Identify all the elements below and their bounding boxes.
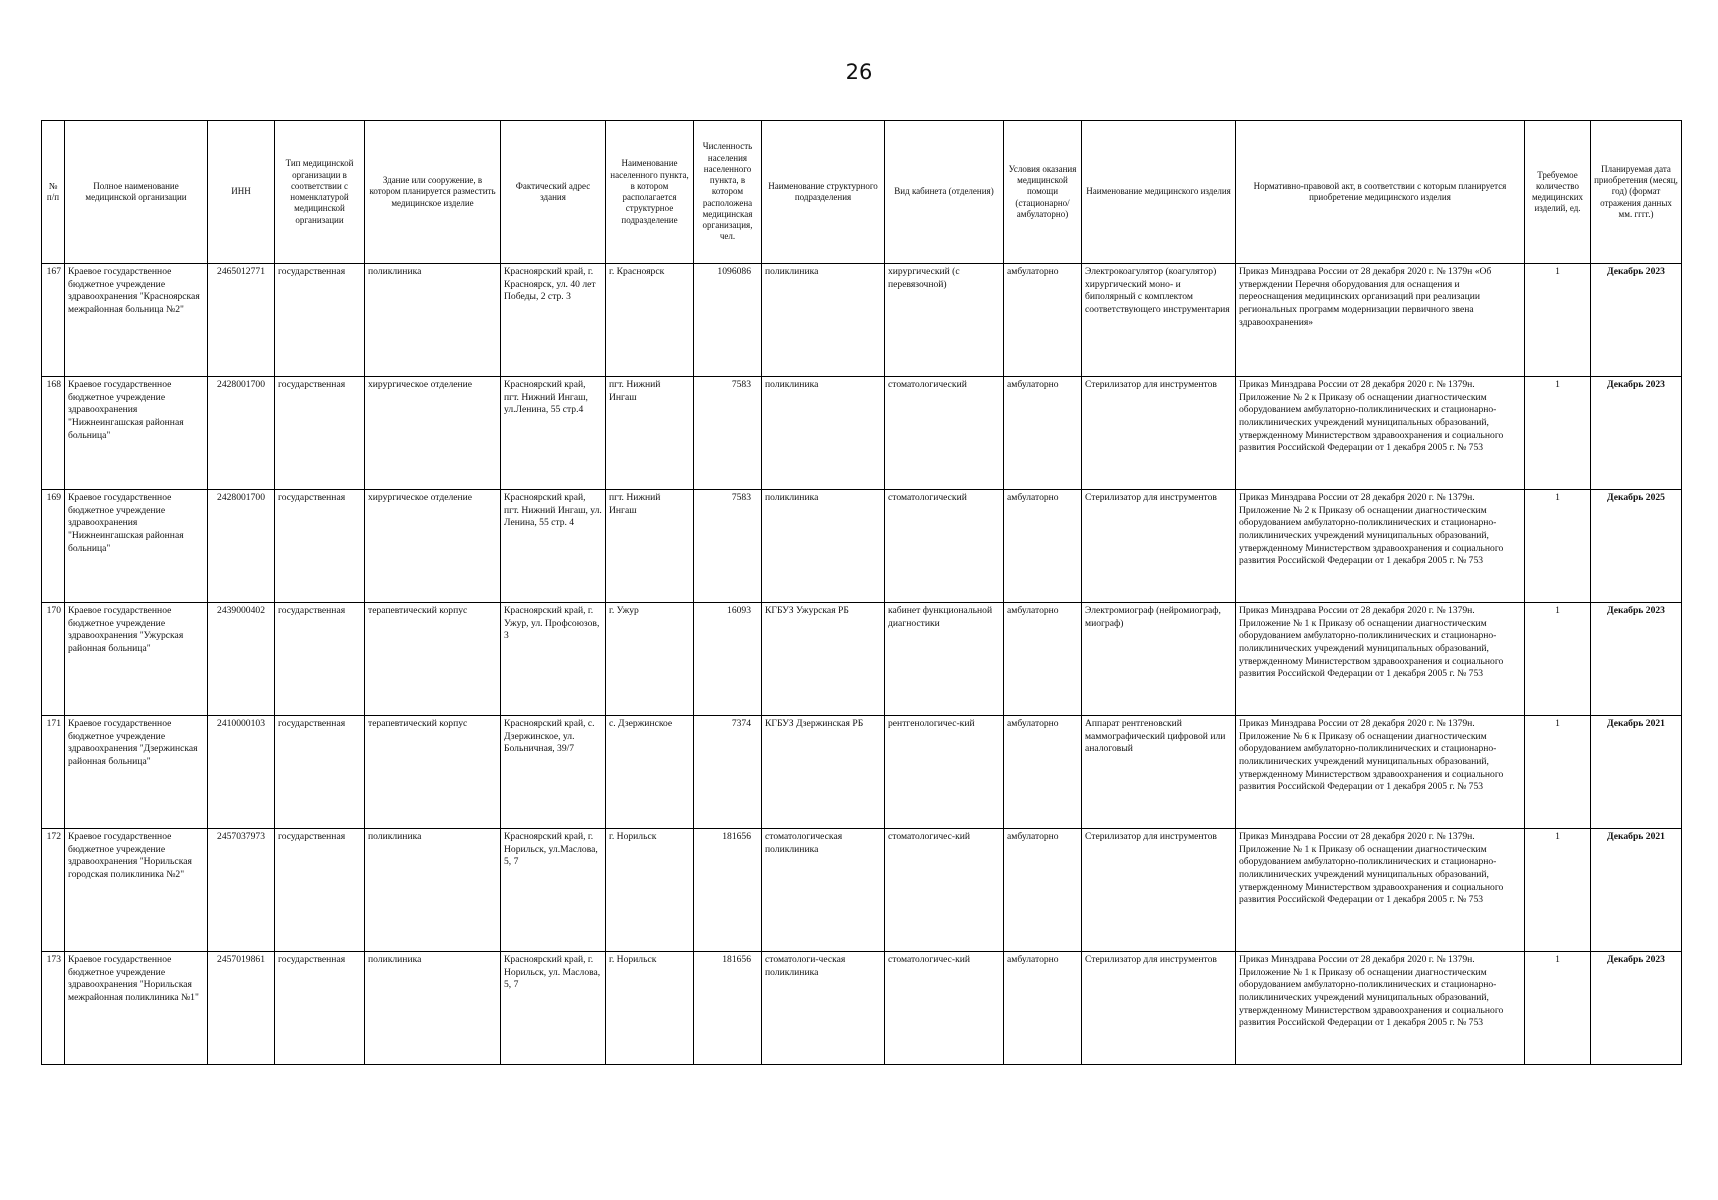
care-conditions: амбулаторно [1004, 829, 1082, 952]
cabinet-type: стоматологичес-кий [885, 829, 1004, 952]
address: Красноярский край, г. Норильск, ул.Маслова, 5, 7 [501, 829, 606, 952]
locality: г. Норильск [606, 829, 694, 952]
cabinet-type: хирургический (с перевязочной) [885, 264, 1004, 377]
device-name: Стерилизатор для инструментов [1082, 829, 1236, 952]
legal-act: Приказ Минздрава России от 28 декабря 2020 г. № 1379н. Приложение № 2 к Приказу об оснащении диагностическим оборудованием амбулаторно-поликлинических и стационарно-поликлинических учреждений муниципальных образований, утвержденному Министерством здравоохранения и социального развития Российской Федерации от 1 декабря 2005 г. № 753 [1236, 490, 1525, 603]
cabinet-type: рентгенологичес-кий [885, 716, 1004, 829]
header-cell: Нормативно-правовой акт, в соответствии с которым планируется приобретение медицинского изделия [1236, 121, 1525, 264]
table-row [42, 716, 1682, 829]
header-cell: Требуемое количество медицинских изделий, ед. [1525, 121, 1591, 264]
structural-unit: поликлиника [762, 490, 885, 603]
cabinet-type: кабинет функциональной диагностики [885, 603, 1004, 716]
planned-date: Декабрь 2025 [1591, 490, 1682, 603]
locality: пгт. Нижний Ингаш [606, 377, 694, 490]
locality: с. Дзержинское [606, 716, 694, 829]
header-cell: Условия оказания медицинской помощи (стационарно/ амбулаторно) [1004, 121, 1082, 264]
structural-unit: КГБУЗ Дзержинская РБ [762, 716, 885, 829]
legal-act: Приказ Минздрава России от 28 декабря 2020 г. № 1379н. Приложение № 1 к Приказу об оснащении диагностическим оборудованием амбулаторно-поликлинических и стационарно-поликлинических учреждений муниципальных образований, утвержденному Министерством здравоохранения и социального развития Российской Федерации от 1 декабря 2005 г. № 753 [1236, 952, 1525, 1065]
table-row [42, 264, 1682, 377]
row-number: 171 [42, 716, 65, 829]
equipment-table [41, 120, 1682, 1065]
planned-date: Декабрь 2021 [1591, 829, 1682, 952]
table-row [42, 829, 1682, 952]
planned-date: Декабрь 2023 [1591, 603, 1682, 716]
table-row [42, 952, 1682, 1065]
table-row [42, 490, 1682, 603]
building: терапевтический корпус [365, 716, 501, 829]
organization-name: Краевое государственное бюджетное учреждение здравоохранения "Дзержинская районная больница" [65, 716, 208, 829]
structural-unit: КГБУЗ Ужурская РБ [762, 603, 885, 716]
device-name: Электрокоагулятор (коагулятор) хирургический моно- и биполярный с комплектом соответствующего инструментария [1082, 264, 1236, 377]
device-name: Аппарат рентгеновский маммографический цифровой или аналоговый [1082, 716, 1236, 829]
cabinet-type: стоматологичес-кий [885, 952, 1004, 1065]
population: 7374 [694, 716, 762, 829]
quantity: 1 [1525, 490, 1591, 603]
population: 181656 [694, 952, 762, 1065]
row-number: 173 [42, 952, 65, 1065]
planned-date: Декабрь 2023 [1591, 264, 1682, 377]
header-cell: Планируемая дата приобретения (месяц, год) (формат отражения данных мм. гггг.) [1591, 121, 1682, 264]
inn: 2428001700 [208, 490, 275, 603]
locality: г. Норильск [606, 952, 694, 1065]
header-cell: Наименование медицинского изделия [1082, 121, 1236, 264]
address: Красноярский край, г. Красноярск, ул. 40 лет Победы, 2 стр. 3 [501, 264, 606, 377]
inn: 2457019861 [208, 952, 275, 1065]
header-cell: Наименование структурного подразделения [762, 121, 885, 264]
organization-type: государственная [275, 490, 365, 603]
header-cell: Наименование населенного пункта, в котором располагается структурное подразделение [606, 121, 694, 264]
locality: г. Красноярск [606, 264, 694, 377]
organization-type: государственная [275, 829, 365, 952]
organization-type: государственная [275, 952, 365, 1065]
planned-date: Декабрь 2021 [1591, 716, 1682, 829]
inn: 2428001700 [208, 377, 275, 490]
population: 16093 [694, 603, 762, 716]
building: хирургическое отделение [365, 377, 501, 490]
quantity: 1 [1525, 952, 1591, 1065]
quantity: 1 [1525, 603, 1591, 716]
address: Красноярский край, с. Дзержинское, ул. Больничная, 39/7 [501, 716, 606, 829]
inn: 2457037973 [208, 829, 275, 952]
building: терапевтический корпус [365, 603, 501, 716]
table-row [42, 377, 1682, 490]
header-cell: Здание или сооружение, в котором планируется разместить медицинское изделие [365, 121, 501, 264]
inn: 2439000402 [208, 603, 275, 716]
locality: пгт. Нижний Ингаш [606, 490, 694, 603]
planned-date: Декабрь 2023 [1591, 377, 1682, 490]
building: хирургическое отделение [365, 490, 501, 603]
organization-type: государственная [275, 377, 365, 490]
address: Красноярский край, г. Ужур, ул. Профсоюзов, 3 [501, 603, 606, 716]
locality: г. Ужур [606, 603, 694, 716]
row-number: 169 [42, 490, 65, 603]
organization-name: Краевое государственное бюджетное учреждение здравоохранения "Норильская межрайонная поликлиника №1" [65, 952, 208, 1065]
cabinet-type: стоматологический [885, 490, 1004, 603]
row-number: 170 [42, 603, 65, 716]
building: поликлиника [365, 829, 501, 952]
organization-name: Краевое государственное бюджетное учреждение здравоохранения "Ужурская районная больница" [65, 603, 208, 716]
structural-unit: стоматологи-ческая поликлиника [762, 952, 885, 1065]
organization-name: Краевое государственное бюджетное учреждение здравоохранения "Нижнеингашская районная больница" [65, 377, 208, 490]
legal-act: Приказ Минздрава России от 28 декабря 2020 г. № 1379н. Приложение № 2 к Приказу об оснащении диагностическим оборудованием амбулаторно-поликлинических и стационарно-поликлинических учреждений муниципальных образований, утвержденному Министерством здравоохранения и социального развития Российской Федерации от 1 декабря 2005 г. № 753 [1236, 377, 1525, 490]
device-name: Стерилизатор для инструментов [1082, 377, 1236, 490]
population: 7583 [694, 490, 762, 603]
table-header-row [42, 121, 1682, 264]
care-conditions: амбулаторно [1004, 952, 1082, 1065]
address: Красноярский край, г. Норильск, ул. Маслова, 5, 7 [501, 952, 606, 1065]
header-cell: ИНН [208, 121, 275, 264]
organization-name: Краевое государственное бюджетное учреждение здравоохранения "Норильская городская поликлиника №2" [65, 829, 208, 952]
building: поликлиника [365, 952, 501, 1065]
row-number: 172 [42, 829, 65, 952]
address: Красноярский край, пгт. Нижний Ингаш, ул.Ленина, 55 стр.4 [501, 377, 606, 490]
organization-name: Краевое государственное бюджетное учреждение здравоохранения "Красноярская межрайонная больница №2" [65, 264, 208, 377]
care-conditions: амбулаторно [1004, 264, 1082, 377]
quantity: 1 [1525, 377, 1591, 490]
header-cell: Тип медицинской организации в соответствии с номенклатурой медицинской организации [275, 121, 365, 264]
quantity: 1 [1525, 829, 1591, 952]
structural-unit: поликлиника [762, 264, 885, 377]
building: поликлиника [365, 264, 501, 377]
device-name: Стерилизатор для инструментов [1082, 952, 1236, 1065]
structural-unit: стоматологическая поликлиника [762, 829, 885, 952]
organization-name: Краевое государственное бюджетное учреждение здравоохранения "Нижнеингашская районная больница" [65, 490, 208, 603]
row-number: 168 [42, 377, 65, 490]
legal-act: Приказ Минздрава России от 28 декабря 2020 г. № 1379н. Приложение № 1 к Приказу об оснащении диагностическим оборудованием амбулаторно-поликлинических и стационарно-поликлинических учреждений муниципальных образований, утвержденному Министерством здравоохранения и социального развития Российской Федерации от 1 декабря 2005 г. № 753 [1236, 603, 1525, 716]
header-cell: Численность населения населенного пункта, в котором расположена медицинская организация, чел. [694, 121, 762, 264]
device-name: Стерилизатор для инструментов [1082, 490, 1236, 603]
header-cell: № п/п [42, 121, 65, 264]
care-conditions: амбулаторно [1004, 490, 1082, 603]
organization-type: государственная [275, 716, 365, 829]
planned-date: Декабрь 2023 [1591, 952, 1682, 1065]
address: Красноярский край, пгт. Нижний Ингаш, ул. Ленина, 55 стр. 4 [501, 490, 606, 603]
table-row [42, 603, 1682, 716]
device-name: Электромиограф (нейромиограф, миограф) [1082, 603, 1236, 716]
population: 1096086 [694, 264, 762, 377]
care-conditions: амбулаторно [1004, 716, 1082, 829]
legal-act: Приказ Минздрава России от 28 декабря 2020 г. № 1379н. Приложение № 6 к Приказу об оснащении диагностическим оборудованием амбулаторно-поликлинических и стационарно-поликлинических учреждений муниципальных образований, утвержденному Министерством здравоохранения и социального развития Российской Федерации от 1 декабря 2005 г. № 753 [1236, 716, 1525, 829]
page-number: 26 [845, 60, 873, 84]
header-cell: Полное наименование медицинской организации [65, 121, 208, 264]
care-conditions: амбулаторно [1004, 377, 1082, 490]
cabinet-type: стоматологический [885, 377, 1004, 490]
row-number: 167 [42, 264, 65, 377]
inn: 2410000103 [208, 716, 275, 829]
organization-type: государственная [275, 264, 365, 377]
legal-act: Приказ Минздрава России от 28 декабря 2020 г. № 1379н «Об утверждении Перечня оборудования для оснащения и переоснащения медицинских организаций при реализации региональных программ модернизации первичного звена здравоохранения» [1236, 264, 1525, 377]
population: 7583 [694, 377, 762, 490]
population: 181656 [694, 829, 762, 952]
quantity: 1 [1525, 716, 1591, 829]
structural-unit: поликлиника [762, 377, 885, 490]
header-cell: Фактический адрес здания [501, 121, 606, 264]
organization-type: государственная [275, 603, 365, 716]
quantity: 1 [1525, 264, 1591, 377]
header-cell: Вид кабинета (отделения) [885, 121, 1004, 264]
inn: 2465012771 [208, 264, 275, 377]
legal-act: Приказ Минздрава России от 28 декабря 2020 г. № 1379н. Приложение № 1 к Приказу об оснащении диагностическим оборудованием амбулаторно-поликлинических и стационарно-поликлинических учреждений муниципальных образований, утвержденному Министерством здравоохранения и социального развития Российской Федерации от 1 декабря 2005 г. № 753 [1236, 829, 1525, 952]
care-conditions: амбулаторно [1004, 603, 1082, 716]
